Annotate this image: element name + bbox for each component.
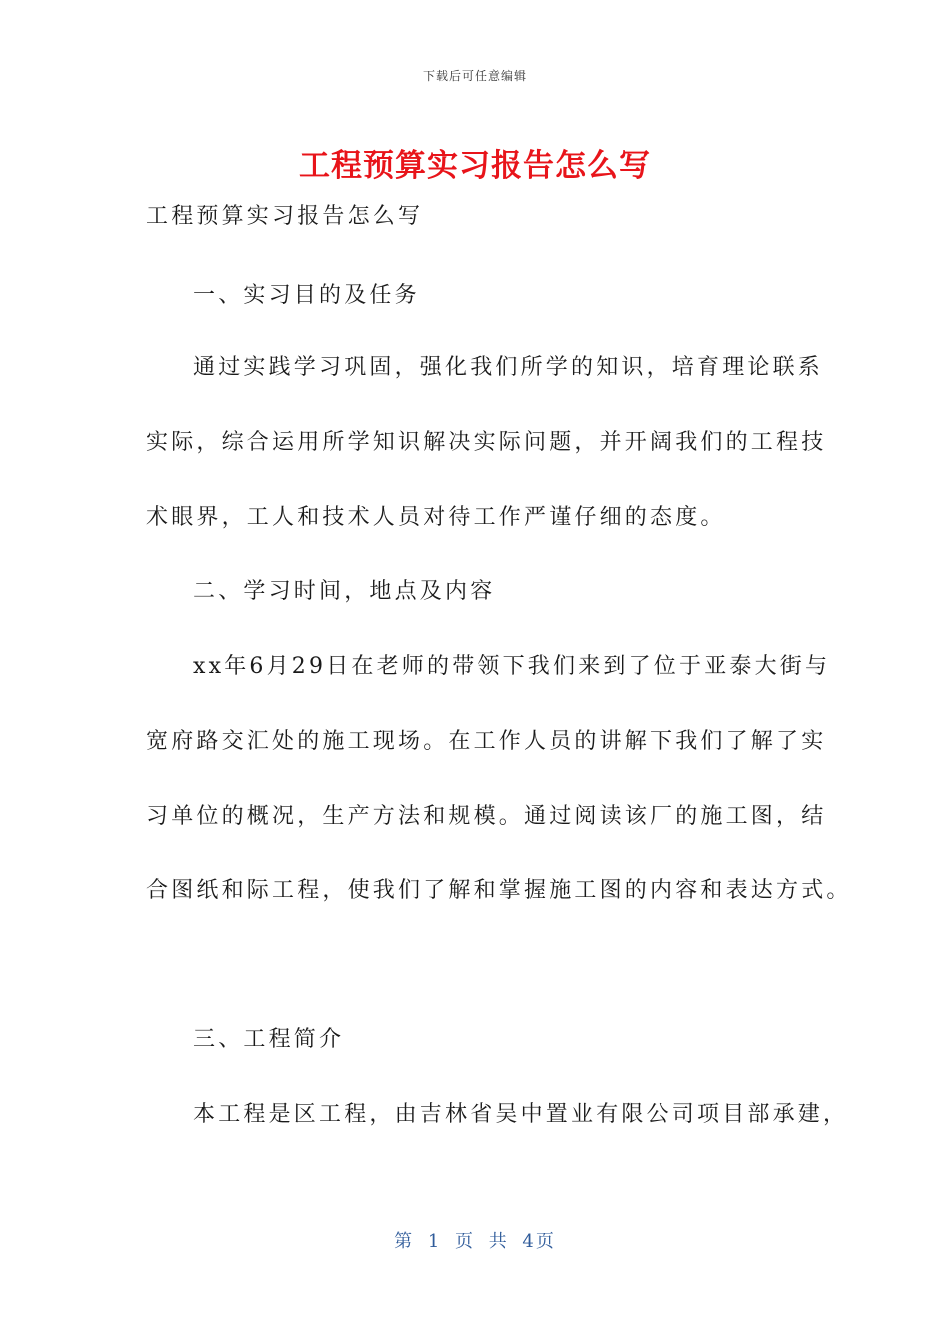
body-line-subtitle: 工程预算实习报告怎么写: [146, 204, 424, 229]
paragraph-line: 习单位的概况，生产方法和规模。通过阅读该厂的施工图，结: [146, 804, 827, 829]
section-heading-3: 三、工程简介: [193, 1027, 345, 1052]
document-title: 工程预算实习报告怎么写: [299, 148, 651, 184]
paragraph-line: 实际，综合运用所学知识解决实际问题，并开阔我们的工程技: [146, 430, 827, 455]
section-heading-1: 一、实习目的及任务: [193, 283, 420, 308]
paragraph-line: 宽府路交汇处的施工现场。在工作人员的讲解下我们了解了实: [146, 729, 827, 754]
paragraph-line: 本工程是区工程，由吉林省吴中置业有限公司项目部承建，: [193, 1102, 849, 1127]
paragraph-line: 术眼界，工人和技术人员对待工作严谨仔细的态度。: [146, 505, 726, 530]
page-number-footer: 第 1 页 共 4页: [394, 1231, 556, 1252]
paragraph-line: 通过实践学习巩固，强化我们所学的知识，培育理论联系: [193, 355, 824, 380]
header-note: 下载后可任意编辑: [422, 69, 527, 83]
paragraph-line: 合图纸和际工程，使我们了解和掌握施工图的内容和表达方式。: [146, 878, 852, 903]
section-heading-2: 二、学习时间，地点及内容: [193, 579, 496, 604]
paragraph-line: xx年6月29日在老师的带领下我们来到了位于亚泰大街与: [193, 654, 831, 679]
